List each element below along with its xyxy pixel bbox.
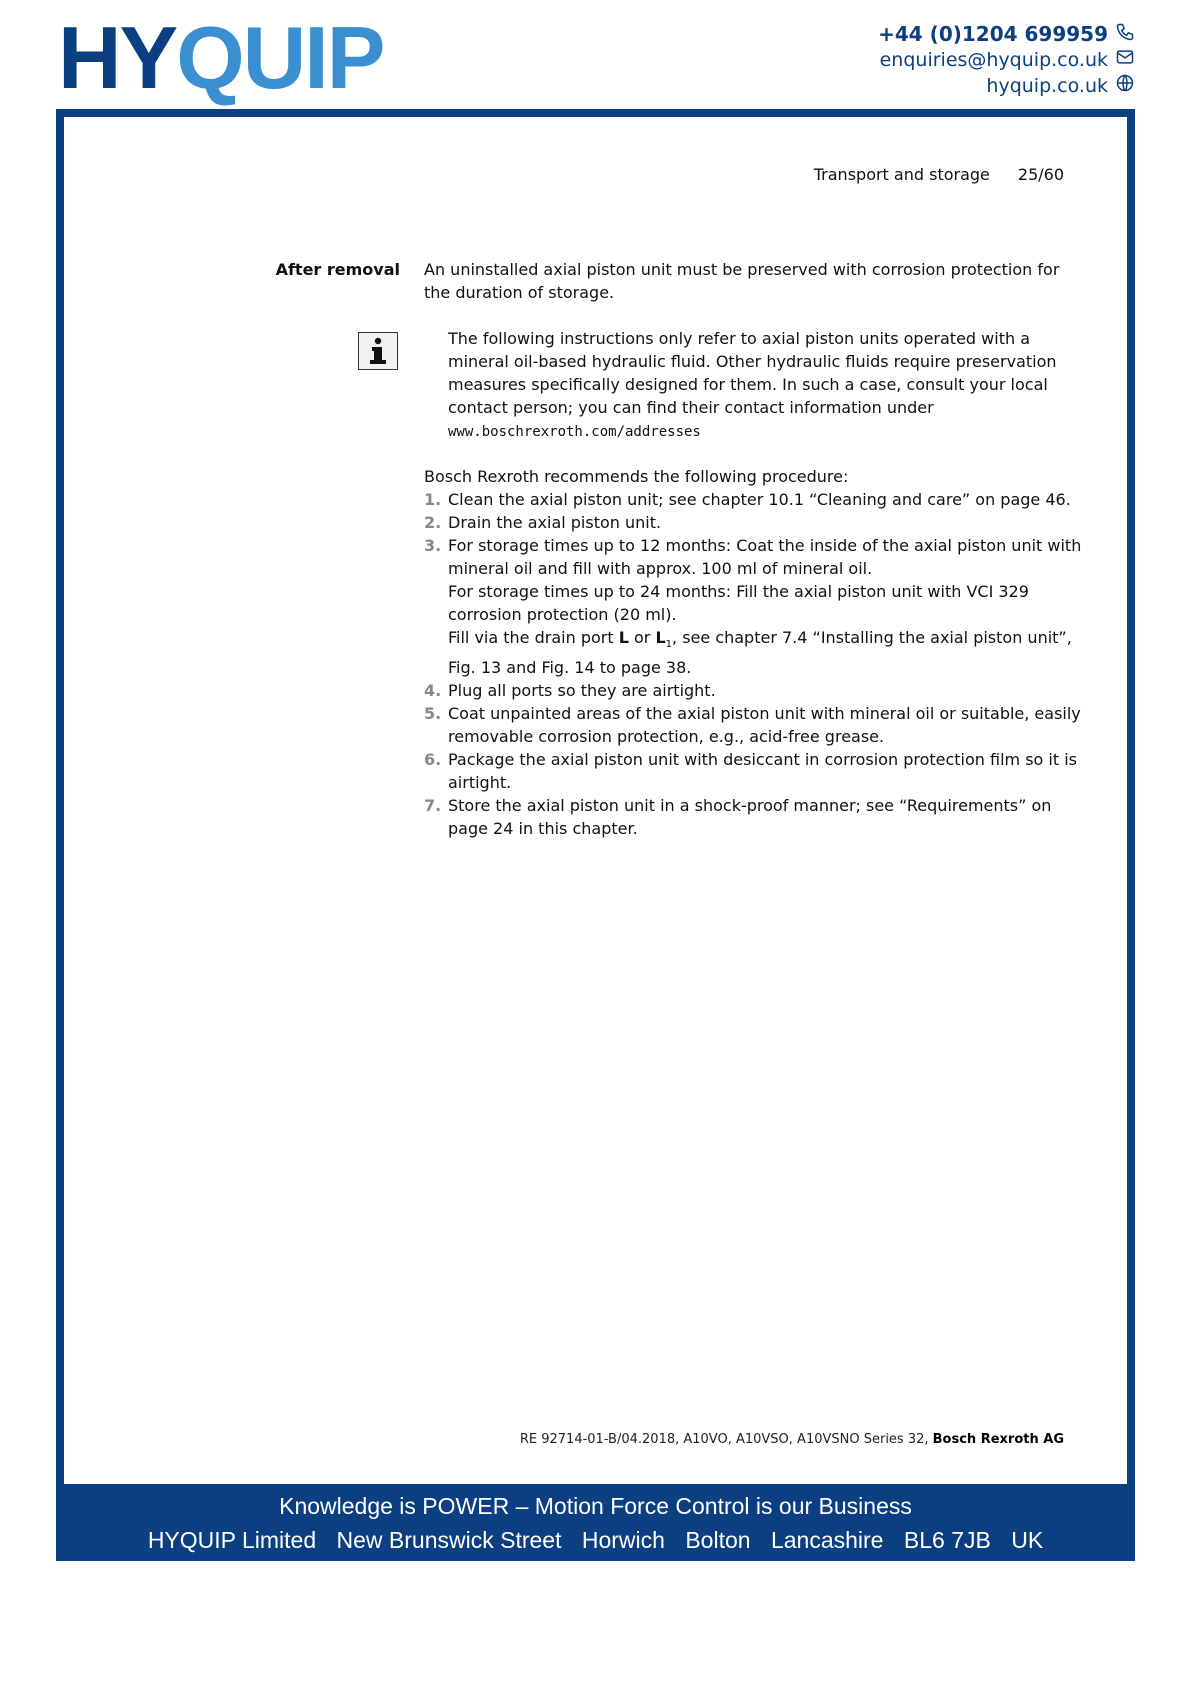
document-reference	[520, 1432, 1064, 1447]
step-text-24-months: For storage times up to 24 months: Fill the axial piston unit with VCI 329 corrosion protection (20 ml).	[448, 582, 1029, 624]
address-part: Bolton	[685, 1527, 751, 1553]
section-title: Transport and storage	[813, 165, 990, 184]
step-text-drain: Fill via the drain port	[448, 628, 619, 647]
address-part: New Brunswick Street	[336, 1527, 562, 1553]
step-item	[424, 748, 1084, 794]
step-item	[424, 511, 1084, 534]
contact-block	[878, 22, 1135, 99]
step-text: Coat unpainted areas of the axial piston unit with mineral oil or suitable, easily removable corrosion protection, e.g., acid-free grease.	[448, 704, 1081, 747]
contact-phone-row[interactable]	[878, 22, 1135, 47]
company-name: Bosch Rexroth AG	[932, 1432, 1064, 1447]
step-number: 2.	[424, 513, 442, 532]
step-text: Clean the axial piston unit; see chapter 10.1 “Cleaning and care” on page 46.	[448, 490, 1071, 509]
step-text: For storage times up to 12 months: Coat the inside of the axial piston unit with mineral oil and fill with approx. 100 ml of mineral oil.	[448, 536, 1082, 578]
step-number: 5.	[424, 704, 442, 724]
step-text: Package the axial piston unit with desiccant in corrosion protection film so it is airtight.	[448, 750, 1078, 793]
logo-part-hy: HY	[58, 8, 177, 107]
email-address[interactable]: enquiries@hyquip.co.uk	[879, 48, 1108, 71]
address-part: BL6 7JB	[903, 1527, 991, 1553]
step-item	[424, 702, 1084, 748]
step-text: Plug all ports so they are airtight.	[448, 681, 716, 701]
procedure-steps	[424, 488, 1084, 840]
email-icon	[1115, 47, 1135, 73]
step-text-or: or	[628, 628, 656, 647]
port-l1-subscript: 1	[665, 639, 673, 651]
port-l1: L	[655, 628, 666, 647]
globe-icon	[1115, 73, 1135, 99]
banner-address	[56, 1523, 1135, 1557]
page-number: 25/60	[1017, 165, 1064, 184]
banner-tagline: Knowledge is POWER – Motion Force Control is our Business	[279, 1493, 912, 1519]
info-note	[448, 327, 1084, 444]
logo-part-quip: QUIP	[176, 8, 384, 107]
address-part: HYQUIP Limited	[147, 1527, 317, 1553]
address-part: UK	[1011, 1527, 1044, 1553]
footer-banner	[56, 1484, 1135, 1561]
phone-number[interactable]: +44 (0)1204 699959	[878, 22, 1108, 46]
step-text: Drain the axial piston unit.	[448, 513, 662, 532]
addresses-link[interactable]: www.boschrexroth.com/addresses	[448, 424, 701, 440]
address-part: Lancashire	[770, 1527, 884, 1553]
phone-icon	[1115, 22, 1135, 47]
procedure	[424, 465, 1084, 840]
step-item	[424, 679, 1084, 702]
note-text: The following instructions only refer to axial piston units operated with a mineral oil-based hydraulic fluid. Other hydraulic fluids require preservation measures specifically designed for them. In such a case, consult your local contact person; you can find their contact information under	[448, 329, 1057, 417]
step-number: 4.	[424, 681, 442, 701]
contact-email-row[interactable]	[878, 47, 1135, 73]
hyquip-logo	[58, 8, 384, 107]
port-l: L	[618, 628, 629, 647]
step-item	[424, 488, 1084, 511]
step-item	[424, 794, 1084, 840]
website-link[interactable]: hyquip.co.uk	[986, 74, 1108, 97]
intro-paragraph: An uninstalled axial piston unit must be preserved with corrosion protection for the duration of storage.	[424, 260, 1060, 302]
doc-ref-text: RE 92714-01-B/04.2018, A10VO, A10VSO, A10VSNO Series 32,	[519, 1432, 933, 1447]
step-item	[424, 534, 1084, 679]
step-text-chapter-ref: , see chapter 7.4 “Installing the axial piston unit”, Fig. 13 and Fig. 14 to page 38.	[448, 628, 1072, 678]
step-text: Store the axial piston unit in a shock-proof manner; see “Requirements” on page 24 in this chapter.	[448, 796, 1052, 839]
contact-website-row[interactable]	[878, 73, 1135, 99]
info-icon	[358, 332, 398, 370]
step-number: 3.	[424, 536, 442, 555]
side-label-after-removal: After removal	[275, 260, 400, 279]
step-number: 6.	[424, 750, 442, 770]
step-number: 1.	[424, 490, 442, 509]
page-header	[814, 165, 1064, 184]
step-number: 7.	[424, 796, 442, 816]
address-part: Horwich	[581, 1527, 665, 1553]
procedure-intro: Bosch Rexroth recommends the following procedure:	[424, 467, 849, 486]
